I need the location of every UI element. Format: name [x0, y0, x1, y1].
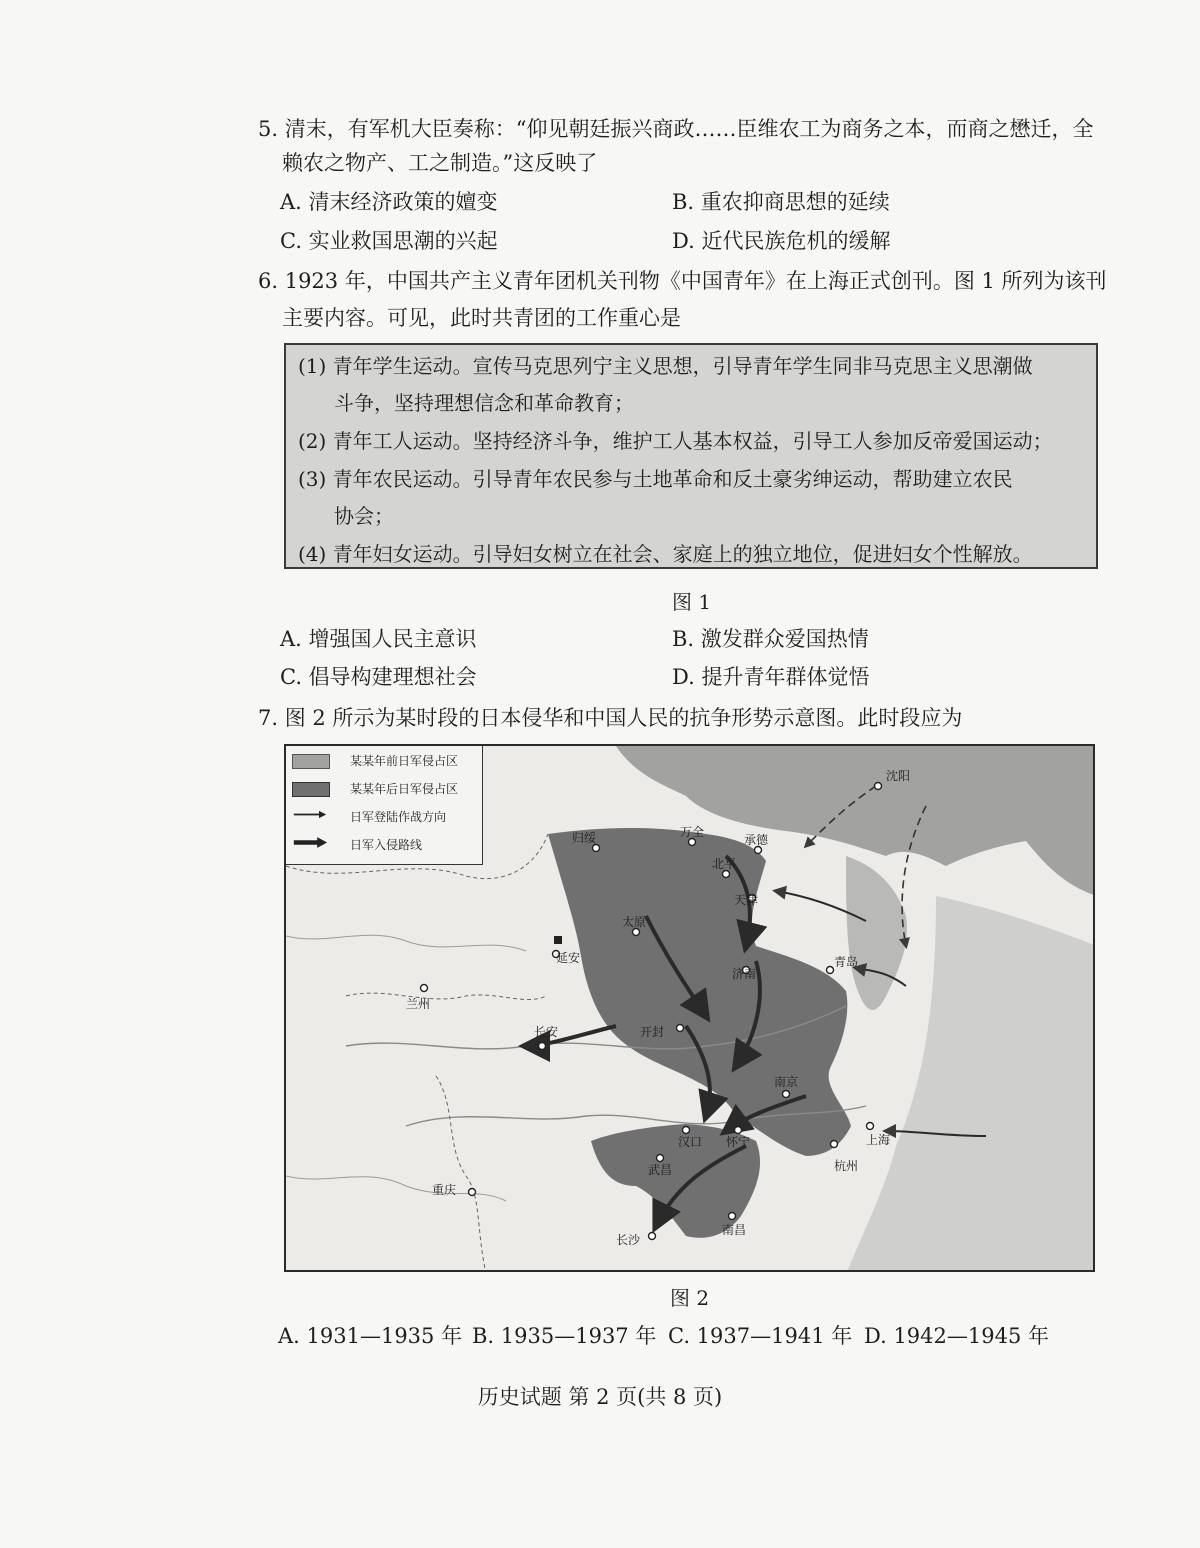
city-nanchang: 南昌	[722, 1223, 747, 1237]
q5-option-c[interactable]: C. 实业救国思潮的兴起	[280, 229, 498, 253]
city-changan: 长安	[534, 1025, 559, 1039]
q6-stem-line1: 6. 1923 年，中国共产主义青年团机关刊物《中国青年》在上海正式创刊。图 1 所列为该刊	[258, 269, 1107, 293]
city-changsha: 长沙	[616, 1233, 641, 1247]
figure2-caption: 图 2	[670, 1286, 710, 1310]
q6-option-b[interactable]: B. 激发群众爱国热情	[672, 627, 869, 651]
city-qingdao: 青岛	[834, 955, 859, 969]
city-taiyuan: 太原	[622, 915, 647, 929]
city-kaifeng: 开封	[640, 1025, 665, 1039]
q5-stem-line2: 赖农之物产、工之制造。”这反映了	[282, 151, 598, 175]
city-wuchang: 武昌	[648, 1163, 673, 1177]
q6-option-a[interactable]: A. 增强国人民主意识	[280, 627, 477, 651]
q7-option-b[interactable]: B. 1935—1937 年	[472, 1324, 657, 1348]
figure1-item3: (3) 青年农民运动。引导青年农民参与土地革命和反土豪劣绅运动，帮助建立农民	[298, 467, 1013, 491]
city-jinan: 济南	[732, 967, 757, 981]
landing-arrow-icon	[292, 808, 328, 821]
city-tianjin: 天津	[734, 893, 759, 907]
city-chengde: 承德	[744, 833, 769, 847]
city-lanzhou: 兰州	[406, 997, 431, 1011]
q6-stem-line2: 主要内容。可见，此时共青团的工作重心是	[282, 306, 681, 330]
figure1-item4: (4) 青年妇女运动。引导妇女树立在社会、家庭上的独立地位，促进妇女个性解放。	[298, 542, 1033, 566]
peninsula-area	[846, 856, 907, 1010]
q5-option-a[interactable]: A. 清末经济政策的嬗变	[280, 190, 498, 214]
city-shanghai: 上海	[866, 1133, 891, 1147]
city-chongqing: 重庆	[432, 1183, 457, 1197]
figure1-caption: 图 1	[672, 590, 712, 614]
figure1-item1-cont: 斗争，坚持理想信念和革命教育；	[334, 391, 634, 415]
city-shenyang: 沈阳	[886, 769, 911, 783]
page-footer: 历史试题 第 2 页(共 8 页)	[477, 1385, 723, 1409]
figure1-item1: (1) 青年学生运动。宣传马克思列宁主义思想，引导青年学生同非马克思主义思潮做	[298, 354, 1033, 378]
city-hangzhou: 杭州	[834, 1159, 859, 1173]
legend-item-early: 某某年前日军侵占区	[292, 752, 478, 770]
legend-item-landing: 日军登陆作战方向	[292, 808, 478, 826]
map-legend	[286, 746, 483, 865]
q5-stem-line1: 5. 清末，有军机大臣奏称：“仰见朝廷振兴商政……臣维农工为商务之本，而商之懋迁，全	[258, 117, 1094, 141]
q5-option-d[interactable]: D. 近代民族危机的缓解	[672, 229, 891, 253]
city-yanan: 延安	[556, 951, 581, 965]
figure2-map	[284, 744, 1095, 1272]
figure1-item3-cont: 协会；	[334, 504, 394, 528]
q5-option-b[interactable]: B. 重农抑商思想的延续	[672, 190, 890, 214]
city-wanquan: 万全	[680, 825, 705, 839]
city-nanjing: 南京	[774, 1075, 799, 1089]
legend-item-route: 日军入侵路线	[292, 836, 478, 854]
city-guisui: 归绥	[572, 831, 597, 845]
legend-late-swatch	[292, 782, 330, 797]
q7-stem-line1: 7. 图 2 所示为某时段的日本侵华和中国人民的抗争形势示意图。此时段应为	[258, 706, 963, 730]
figure1-content-box	[284, 343, 1098, 569]
q6-option-d[interactable]: D. 提升青年群体觉悟	[672, 665, 870, 689]
q7-option-a[interactable]: A. 1931—1935 年	[278, 1324, 463, 1348]
q7-option-c[interactable]: C. 1937—1941 年	[668, 1324, 853, 1348]
legend-item-late: 某某年后日军侵占区	[292, 780, 478, 798]
q7-option-d[interactable]: D. 1942—1945 年	[864, 1324, 1050, 1348]
city-beiping: 北平	[712, 857, 737, 871]
route-arrow-icon	[292, 836, 328, 849]
city-huaining: 怀宁	[726, 1135, 751, 1149]
q6-option-c[interactable]: C. 倡导构建理想社会	[280, 665, 477, 689]
city-hankou: 汉口	[678, 1135, 703, 1149]
late-occupied-north	[548, 828, 851, 1156]
legend-early-swatch	[292, 754, 330, 769]
figure1-item2: (2) 青年工人运动。坚持经济斗争，维护工人基本权益，引导工人参加反帝爱国运动；	[298, 429, 1053, 453]
